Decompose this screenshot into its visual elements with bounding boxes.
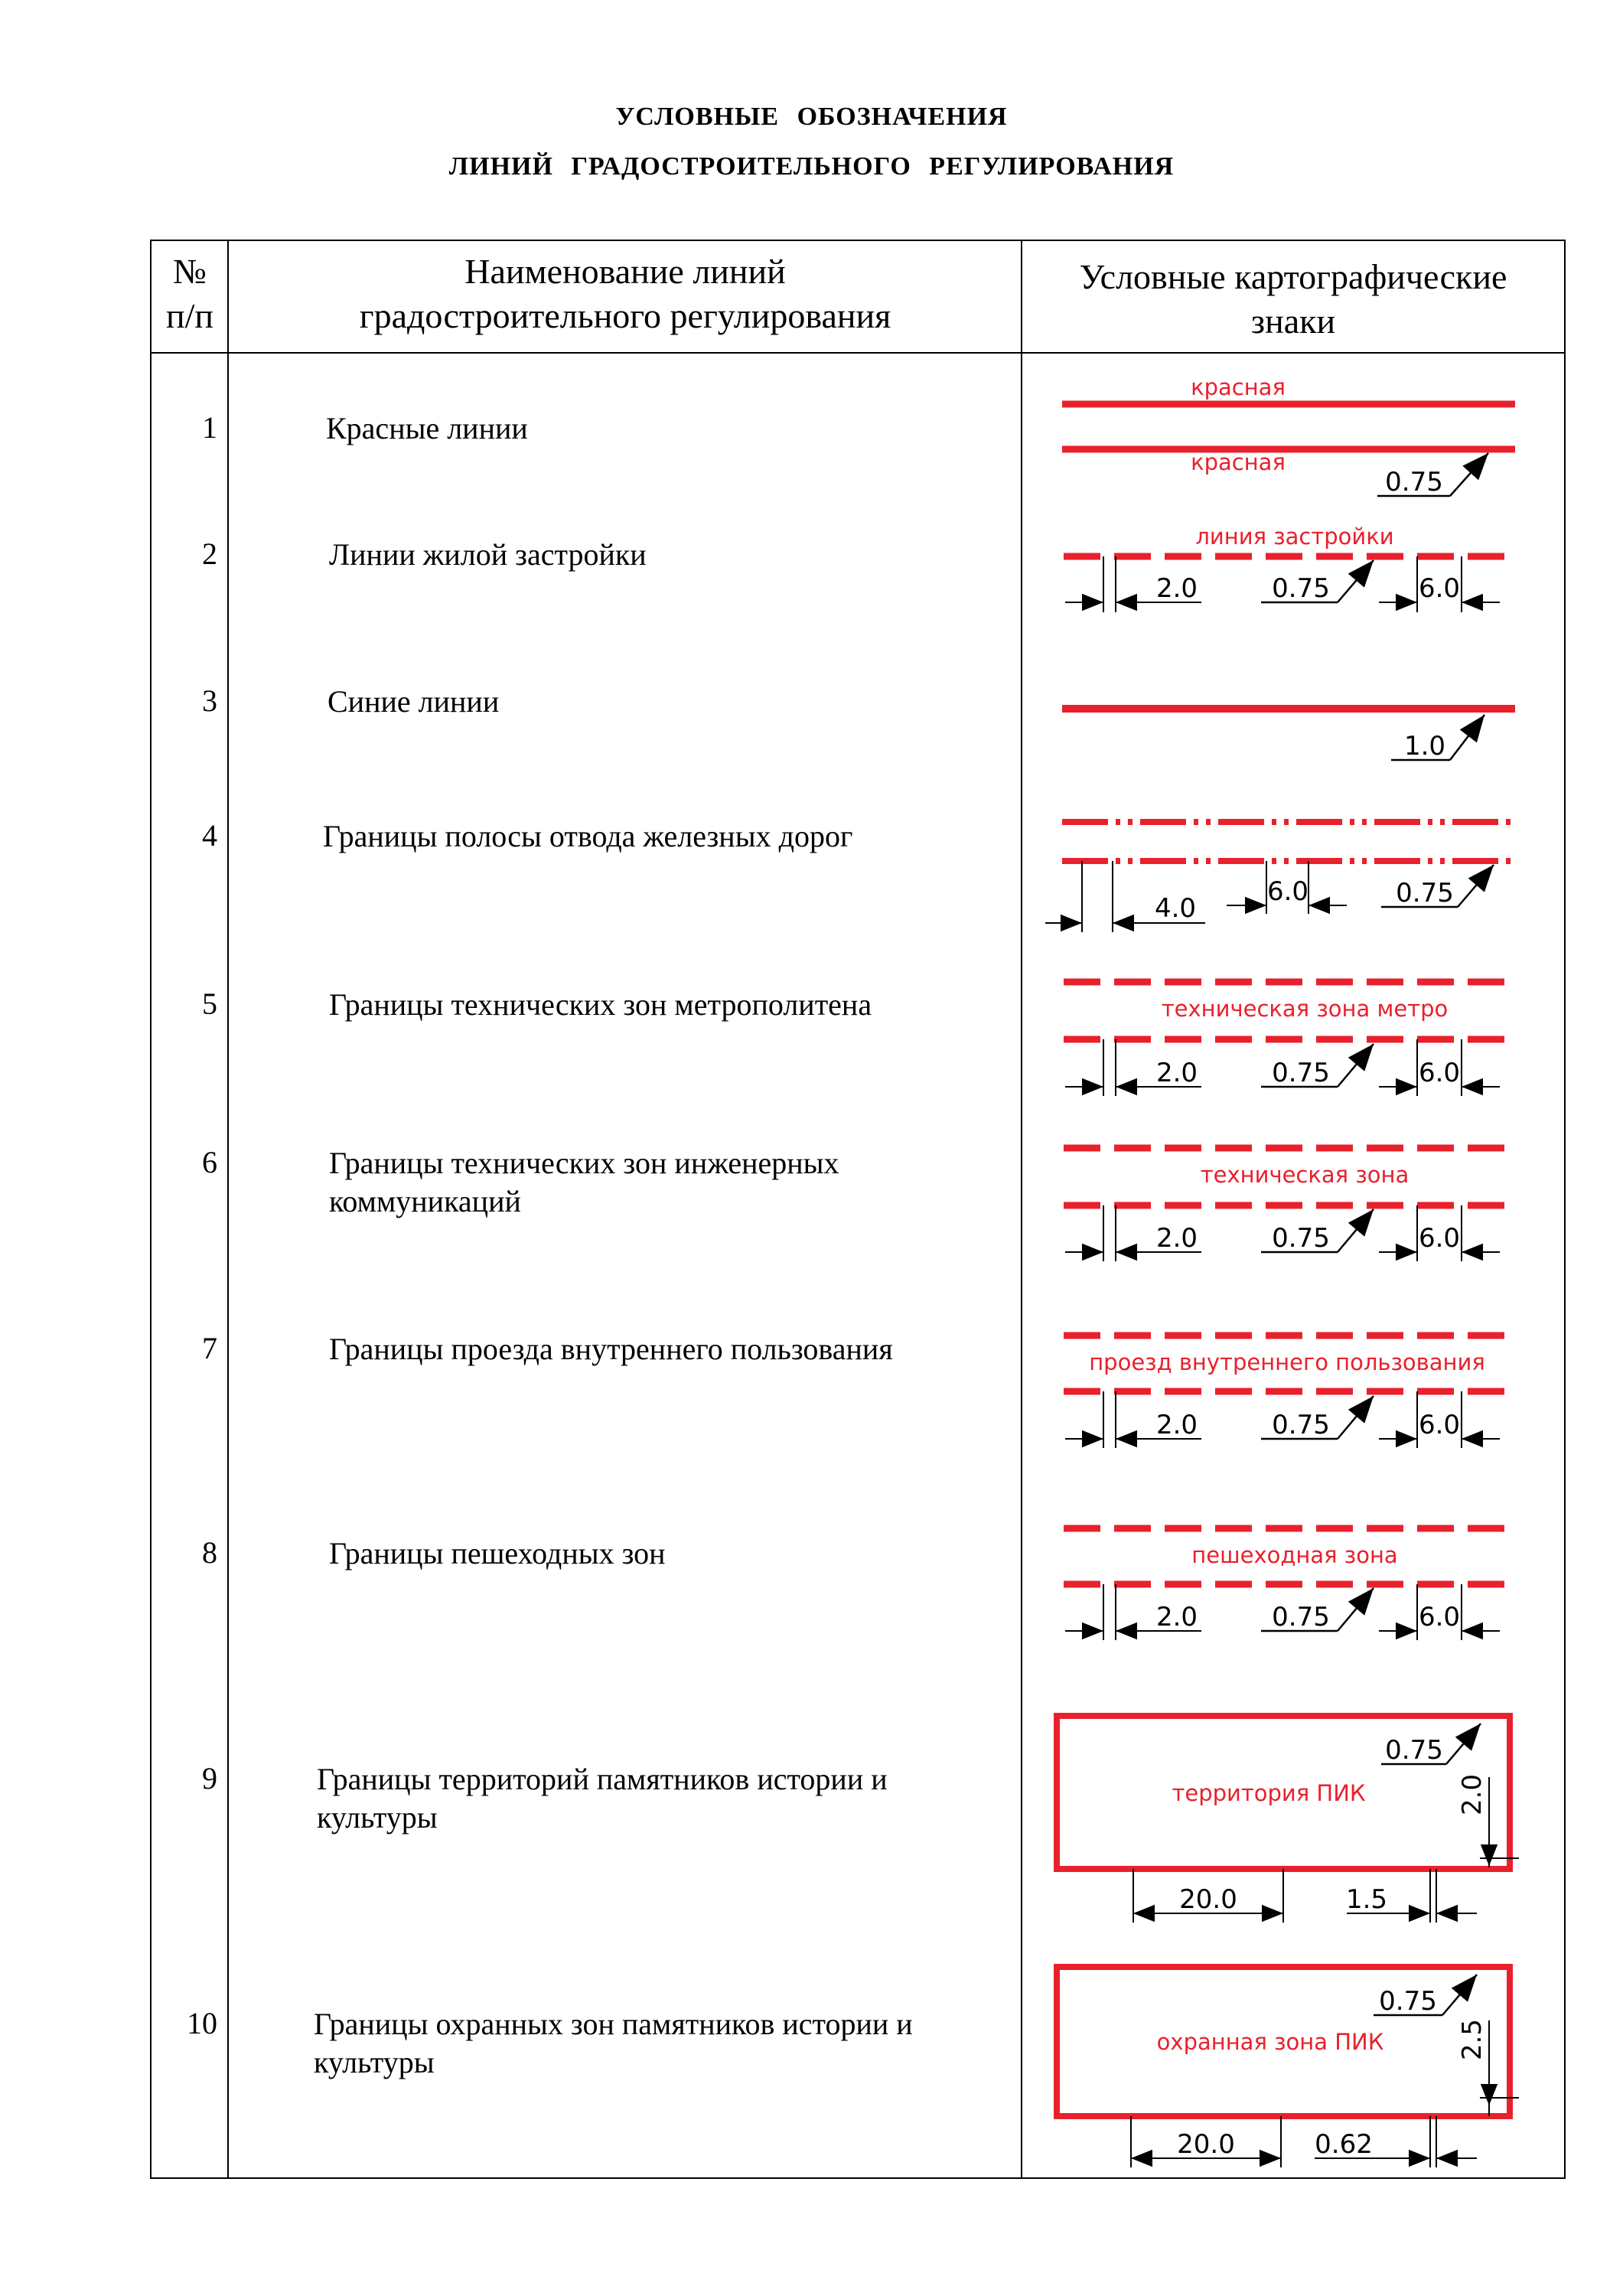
symbol-internal-passage: [1064, 1336, 1515, 1448]
row-name: Границы полосы отвода железных дорог: [323, 819, 853, 853]
symbol-blue-line: [1062, 709, 1515, 762]
dimension-label: 2.0: [1155, 1223, 1198, 1254]
dimension-label: 0.75: [1272, 573, 1330, 604]
row-name: Границы проезда внутреннего пользования: [329, 1332, 893, 1366]
symbol-label: проезд внутреннего пользования: [1089, 1349, 1485, 1375]
dimension-label: 0.75: [1396, 878, 1454, 908]
dimension-label: 0.62: [1315, 2129, 1373, 2160]
dimension-label: 6.0: [1418, 573, 1461, 604]
row-number: 8: [202, 1535, 217, 1570]
dimension-label: 0.75: [1272, 1602, 1330, 1632]
symbol-label: техническая зона метро: [1161, 996, 1449, 1022]
dimension-label: 2.0: [1155, 1602, 1198, 1632]
dimension-label: 4.0: [1154, 893, 1197, 924]
row-number: 7: [202, 1331, 217, 1365]
dimension-label: 0.75: [1379, 1986, 1437, 2017]
symbol-label: линия застройки: [1195, 523, 1394, 550]
leader-arrow: [1450, 453, 1488, 496]
row-number: 1: [202, 410, 217, 445]
dimension-label: 1.0: [1403, 731, 1446, 762]
symbol-engineering-zone: [1064, 1148, 1515, 1261]
dimension-label: 20.0: [1179, 1884, 1237, 1915]
dimension-label: 6.0: [1418, 1410, 1461, 1440]
symbol-label: техническая зона: [1200, 1162, 1410, 1188]
header-name-line1: Наименование линий: [464, 252, 786, 291]
dimension-label: 0.75: [1272, 1058, 1330, 1088]
dimension-label: 2.0: [1457, 1773, 1488, 1816]
dimension-label: 2.0: [1155, 1410, 1198, 1440]
row-name: Синие линии: [328, 684, 500, 719]
dimension-label: 2.0: [1155, 1058, 1198, 1088]
dimension-label: 6.0: [1418, 1602, 1461, 1632]
row-number: 6: [202, 1145, 217, 1179]
dimension-label: 0.75: [1385, 1735, 1443, 1766]
dimension-label: 0.75: [1272, 1223, 1330, 1254]
row-name: Границы технических зон инженерных коммуникаций: [329, 1146, 839, 1218]
row-name: Границы территорий памятников истории и культуры: [317, 1762, 888, 1835]
symbol-pedestrian-zone: [1064, 1528, 1515, 1640]
row-name: Границы охранных зон памятников истории и культуры: [314, 2007, 913, 2079]
symbol-label: красная: [1191, 449, 1286, 475]
row-number: 10: [187, 2006, 217, 2040]
symbol-label: красная: [1191, 374, 1286, 400]
symbol-red-lines: [1062, 374, 1515, 497]
symbol-label: охранная зона ПИК: [1156, 2029, 1384, 2055]
row-name: Границы технических зон метрополитена: [329, 987, 872, 1022]
row-number: 5: [202, 987, 217, 1021]
dimension-label: 6.0: [1418, 1223, 1461, 1254]
row-number: 4: [202, 818, 217, 853]
document-title-line2: ЛИНИЙ ГРАДОСТРОИТЕЛЬНОГО РЕГУЛИРОВАНИЯ: [448, 152, 1175, 181]
dimension-label: 2.5: [1457, 2018, 1488, 2061]
header-symbols-line2: знаки: [1250, 302, 1336, 341]
dimension-label: 6.0: [1266, 876, 1309, 907]
dimension-label: 1.5: [1345, 1884, 1388, 1915]
dimension-label: 0.75: [1272, 1410, 1330, 1440]
header-number-line2: п/п: [165, 296, 213, 335]
dimension-label: 6.0: [1418, 1058, 1461, 1088]
dimension-label: 0.75: [1385, 467, 1443, 497]
row-number: 3: [202, 683, 217, 718]
symbol-building-line: [1064, 523, 1515, 612]
header-symbols-line1: Условные картографические: [1079, 257, 1507, 296]
dimension-label: 20.0: [1177, 2129, 1235, 2160]
header-number-line1: №: [173, 252, 207, 291]
row-number: 2: [202, 536, 217, 571]
row-name: Линии жилой застройки: [329, 537, 647, 572]
dimension-label: 2.0: [1155, 573, 1198, 604]
symbol-label: территория ПИК: [1172, 1780, 1366, 1806]
symbol-monument-territory: [1057, 1716, 1519, 1923]
document-title-line1: УСЛОВНЫЕ ОБОЗНАЧЕНИЯ: [615, 103, 1008, 131]
symbol-metro-zone: [1064, 982, 1515, 1096]
row-name: Красные линии: [326, 411, 528, 445]
symbol-label: пешеходная зона: [1191, 1542, 1398, 1568]
row-number: 9: [202, 1761, 217, 1795]
symbol-railway-border: [1045, 822, 1515, 932]
header-name-line2: градостроительного регулирования: [359, 296, 891, 335]
row-name: Границы пешеходных зон: [329, 1536, 666, 1570]
symbol-monument-protection-zone: [1057, 1967, 1519, 2167]
